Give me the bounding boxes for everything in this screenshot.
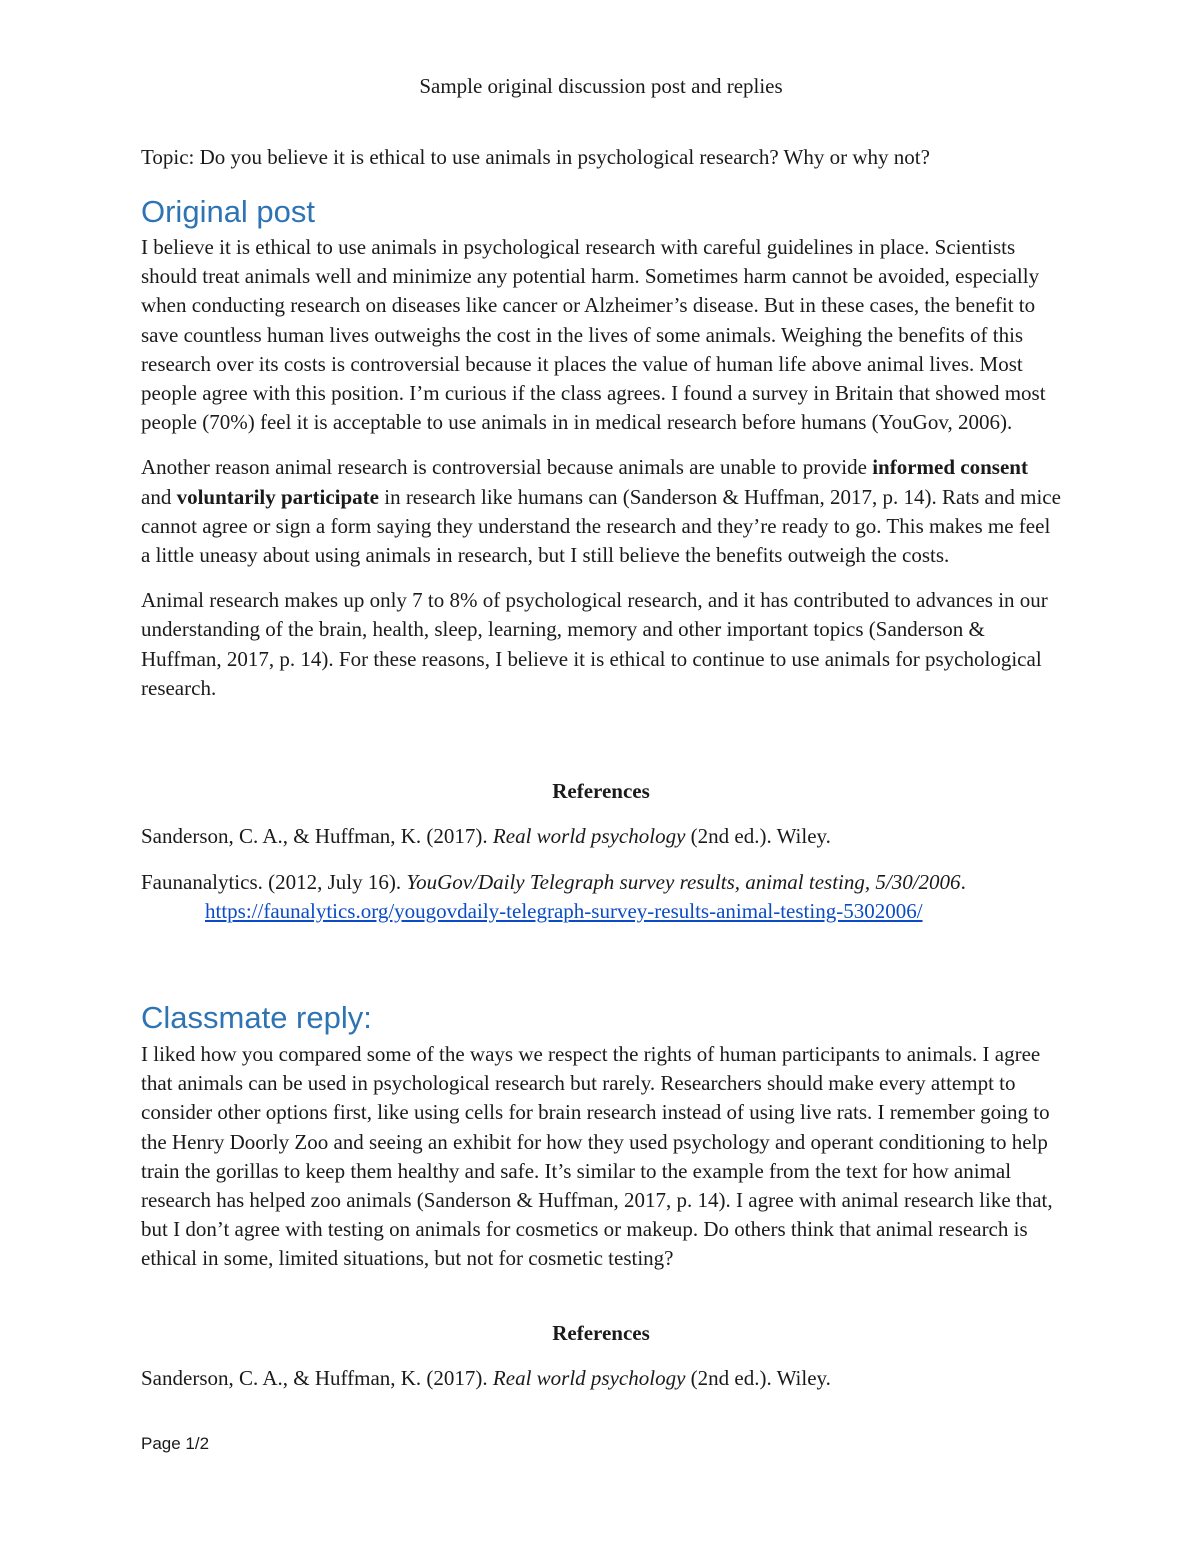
reference-text: (2nd ed.). Wiley. bbox=[685, 1366, 831, 1390]
reference-text: . bbox=[960, 870, 966, 894]
classmate-reply-paragraph: I liked how you compared some of the ways we respect the rights of human participants to animals. I agree that animals can be used in psychological research but rarely. Researchers should make every attempt to consider other options first, like using cells for brain research instead of using live rats. I remember going to the Henry Doorly Zoo and seeing an exhibit for how they used psychology and operant conditioning to help train the gorillas to keep them healthy and safe. It’s similar to the example from the text for how animal research has helped zoo animals (Sanderson & Huffman, 2017, p. 14). I agree with animal research like that, but I don’t agree with testing on animals for cosmetics or makeup. Do others think that animal research is ethical in some, limited situations, but not for cosmetic testing? bbox=[141, 1042, 1053, 1271]
paragraph-text: in research like humans can (Sanderson & Huffman, 2017, p. 14). Rats and mice cannot agree or sign a form saying they understand the research and they’re ready to go. This makes me feel a little uneasy about using animals in research, but I still believe the benefits outweigh the costs. bbox=[141, 484, 1061, 568]
reference-text: Faunanalytics. (2012, July 16). bbox=[141, 870, 407, 894]
reference-title: Real world psychology bbox=[492, 1366, 686, 1390]
reference-entry bbox=[141, 868, 1041, 925]
topic-line: Topic: Do you believe it is ethical to use animals in psychological research? Why or why not? bbox=[141, 145, 930, 169]
bold-term-informed-consent: informed consent bbox=[872, 455, 1028, 480]
reference-text: (2nd ed.). Wiley. bbox=[685, 824, 831, 848]
page-number: Page 1/2 bbox=[141, 1434, 210, 1453]
reference-entry bbox=[141, 1364, 1041, 1393]
paragraph-text: Another reason animal research is controversial because animals are unable to provide bbox=[141, 455, 873, 480]
reference-text: Sanderson, C. A., & Huffman, K. (2017). bbox=[141, 1366, 493, 1390]
original-post-heading: Original post bbox=[141, 194, 316, 229]
reference-title: YouGov/Daily Telegraph survey results, animal testing, 5/30/2006 bbox=[406, 870, 961, 894]
classmate-reply-references-title: References bbox=[552, 1321, 650, 1345]
original-post-paragraph-2 bbox=[141, 453, 1061, 570]
original-post-paragraph-1: I believe it is ethical to use animals in psychological research with careful guidelines in place. Scientists should treat animals well and minimize any potential harm. Sometimes harm cannot be avoided, especially when conducting research on diseases like cancer or Alzheimer’s disease. But in these cases, the benefit to save countless human lives outweighs the cost in the lives of some animals. Weighing the benefits of this research over its costs is controversial because it places the value of human life above animal lives. Most people agree with this position. I’m curious if the class agrees. I found a survey in Britain that showed most people (70%) feel it is acceptable to use animals in in medical research before humans (YouGov, 2006). bbox=[141, 235, 1046, 435]
document-header: Sample original discussion post and replies bbox=[419, 74, 783, 98]
reference-title: Real world psychology bbox=[492, 824, 686, 848]
reference-text: Sanderson, C. A., & Huffman, K. (2017). bbox=[141, 824, 493, 848]
original-post-paragraph-3: Animal research makes up only 7 to 8% of psychological research, and it has contributed to advances in our understanding of the brain, health, sleep, learning, memory and other important topics (Sanderson & Huffman, 2017, p. 14). For these reasons, I believe it is ethical to continue to use animals for psychological research. bbox=[141, 588, 1048, 700]
reference-entry bbox=[141, 822, 1041, 851]
classmate-reply-heading: Classmate reply: bbox=[141, 1000, 372, 1035]
bold-term-voluntarily-participate: voluntarily participate bbox=[176, 484, 379, 509]
original-post-references-title: References bbox=[552, 779, 650, 803]
reference-link[interactable]: https://faunalytics.org/yougovdaily-telegraph-survey-results-animal-testing-5302006/ bbox=[205, 898, 923, 923]
paragraph-text: and bbox=[141, 484, 177, 509]
classmate-reply-body bbox=[141, 1040, 1061, 1274]
original-post-body bbox=[141, 233, 1061, 703]
